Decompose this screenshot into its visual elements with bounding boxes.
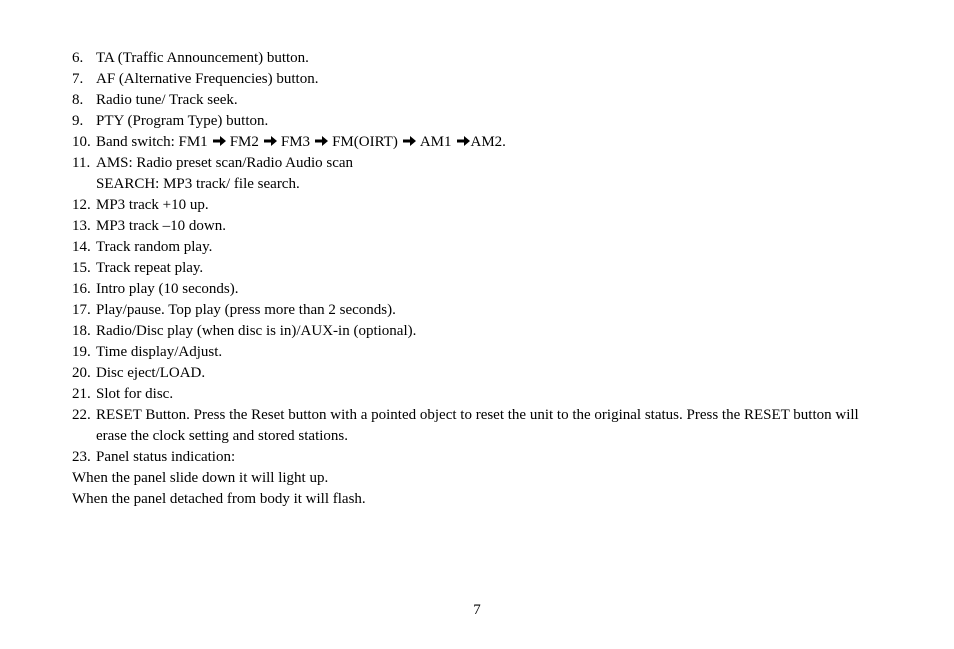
item-number: 10.	[72, 134, 91, 150]
feature-list	[72, 48, 922, 510]
item-number: 22.	[72, 407, 91, 423]
item-text: TA (Traffic Announcement) button.	[96, 50, 309, 66]
item-text: MP3 track +10 up.	[96, 197, 209, 213]
item-number: 9.	[72, 113, 84, 129]
band-prefix: Band switch: FM1	[96, 134, 208, 150]
list-item	[72, 195, 922, 216]
list-item	[72, 69, 922, 90]
item-number: 16.	[72, 281, 91, 297]
item-text: PTY (Program Type) button.	[96, 113, 269, 129]
item-number: 21.	[72, 386, 91, 402]
right-arrow-icon	[403, 136, 416, 146]
item-number: 12.	[72, 197, 91, 213]
band-step: FM3	[280, 134, 311, 150]
list-item	[72, 384, 922, 405]
item-text: Radio tune/ Track seek.	[96, 92, 238, 108]
list-item	[72, 405, 922, 426]
list-item	[72, 300, 922, 321]
list-item	[72, 258, 922, 279]
item-number: 19.	[72, 344, 91, 360]
item-number: 15.	[72, 260, 91, 276]
item-number: 18.	[72, 323, 91, 339]
list-item	[72, 342, 922, 363]
item-continuation: erase the clock setting and stored stations.	[96, 428, 349, 444]
band-step: AM1	[419, 134, 452, 150]
item-number: 17.	[72, 302, 91, 318]
item-number: 8.	[72, 92, 84, 108]
item-number: 23.	[72, 449, 91, 465]
right-arrow-icon	[264, 136, 277, 146]
panel-note: When the panel detached from body it will flash.	[72, 491, 366, 507]
item-number: 7.	[72, 71, 84, 87]
item-text: AF (Alternative Frequencies) button.	[96, 71, 319, 87]
list-item	[72, 447, 922, 468]
right-arrow-icon	[315, 136, 328, 146]
right-arrow-icon	[457, 136, 470, 146]
list-item	[72, 363, 922, 384]
list-item	[72, 153, 922, 174]
item-text: Disc eject/LOAD.	[96, 365, 206, 381]
list-item	[72, 111, 922, 132]
list-item	[72, 48, 922, 69]
item-number: 6.	[72, 50, 84, 66]
item-number: 11.	[72, 155, 91, 171]
item-text: Panel status indication:	[96, 449, 236, 465]
band-step: FM2	[229, 134, 259, 150]
band-step: FM(OIRT)	[332, 134, 398, 150]
item-text: Track repeat play.	[96, 260, 204, 276]
right-arrow-icon	[213, 136, 226, 146]
item-text: RESET Button. Press the Reset button with a pointed object to reset the unit to the original status. Press the RESET button will	[96, 407, 859, 423]
item-number: 14.	[72, 239, 91, 255]
item-text: Play/pause. Top play (press more than 2 seconds).	[96, 302, 396, 318]
item-number: 13.	[72, 218, 91, 234]
list-item	[72, 279, 922, 300]
item-text: Time display/Adjust.	[96, 344, 223, 360]
list-item	[72, 237, 922, 258]
band-step: AM2.	[470, 134, 506, 150]
item-number: 20.	[72, 365, 91, 381]
list-item	[72, 321, 922, 342]
item-text: Radio/Disc play (when disc is in)/AUX-in (optional).	[96, 323, 417, 339]
item-text: Track random play.	[96, 239, 213, 255]
list-item	[72, 90, 922, 111]
item-text: AMS: Radio preset scan/Radio Audio scan	[96, 155, 354, 171]
item-text: MP3 track –10 down.	[96, 218, 226, 234]
item-text: Intro play (10 seconds).	[96, 281, 239, 297]
page-number: 7	[473, 602, 481, 618]
panel-note: When the panel slide down it will light up.	[72, 470, 329, 486]
list-item	[72, 216, 922, 237]
item-continuation: SEARCH: MP3 track/ file search.	[96, 176, 300, 192]
list-item-band-switch	[72, 132, 922, 153]
item-text: Slot for disc.	[96, 386, 174, 402]
band-switch-sequence	[96, 132, 506, 153]
